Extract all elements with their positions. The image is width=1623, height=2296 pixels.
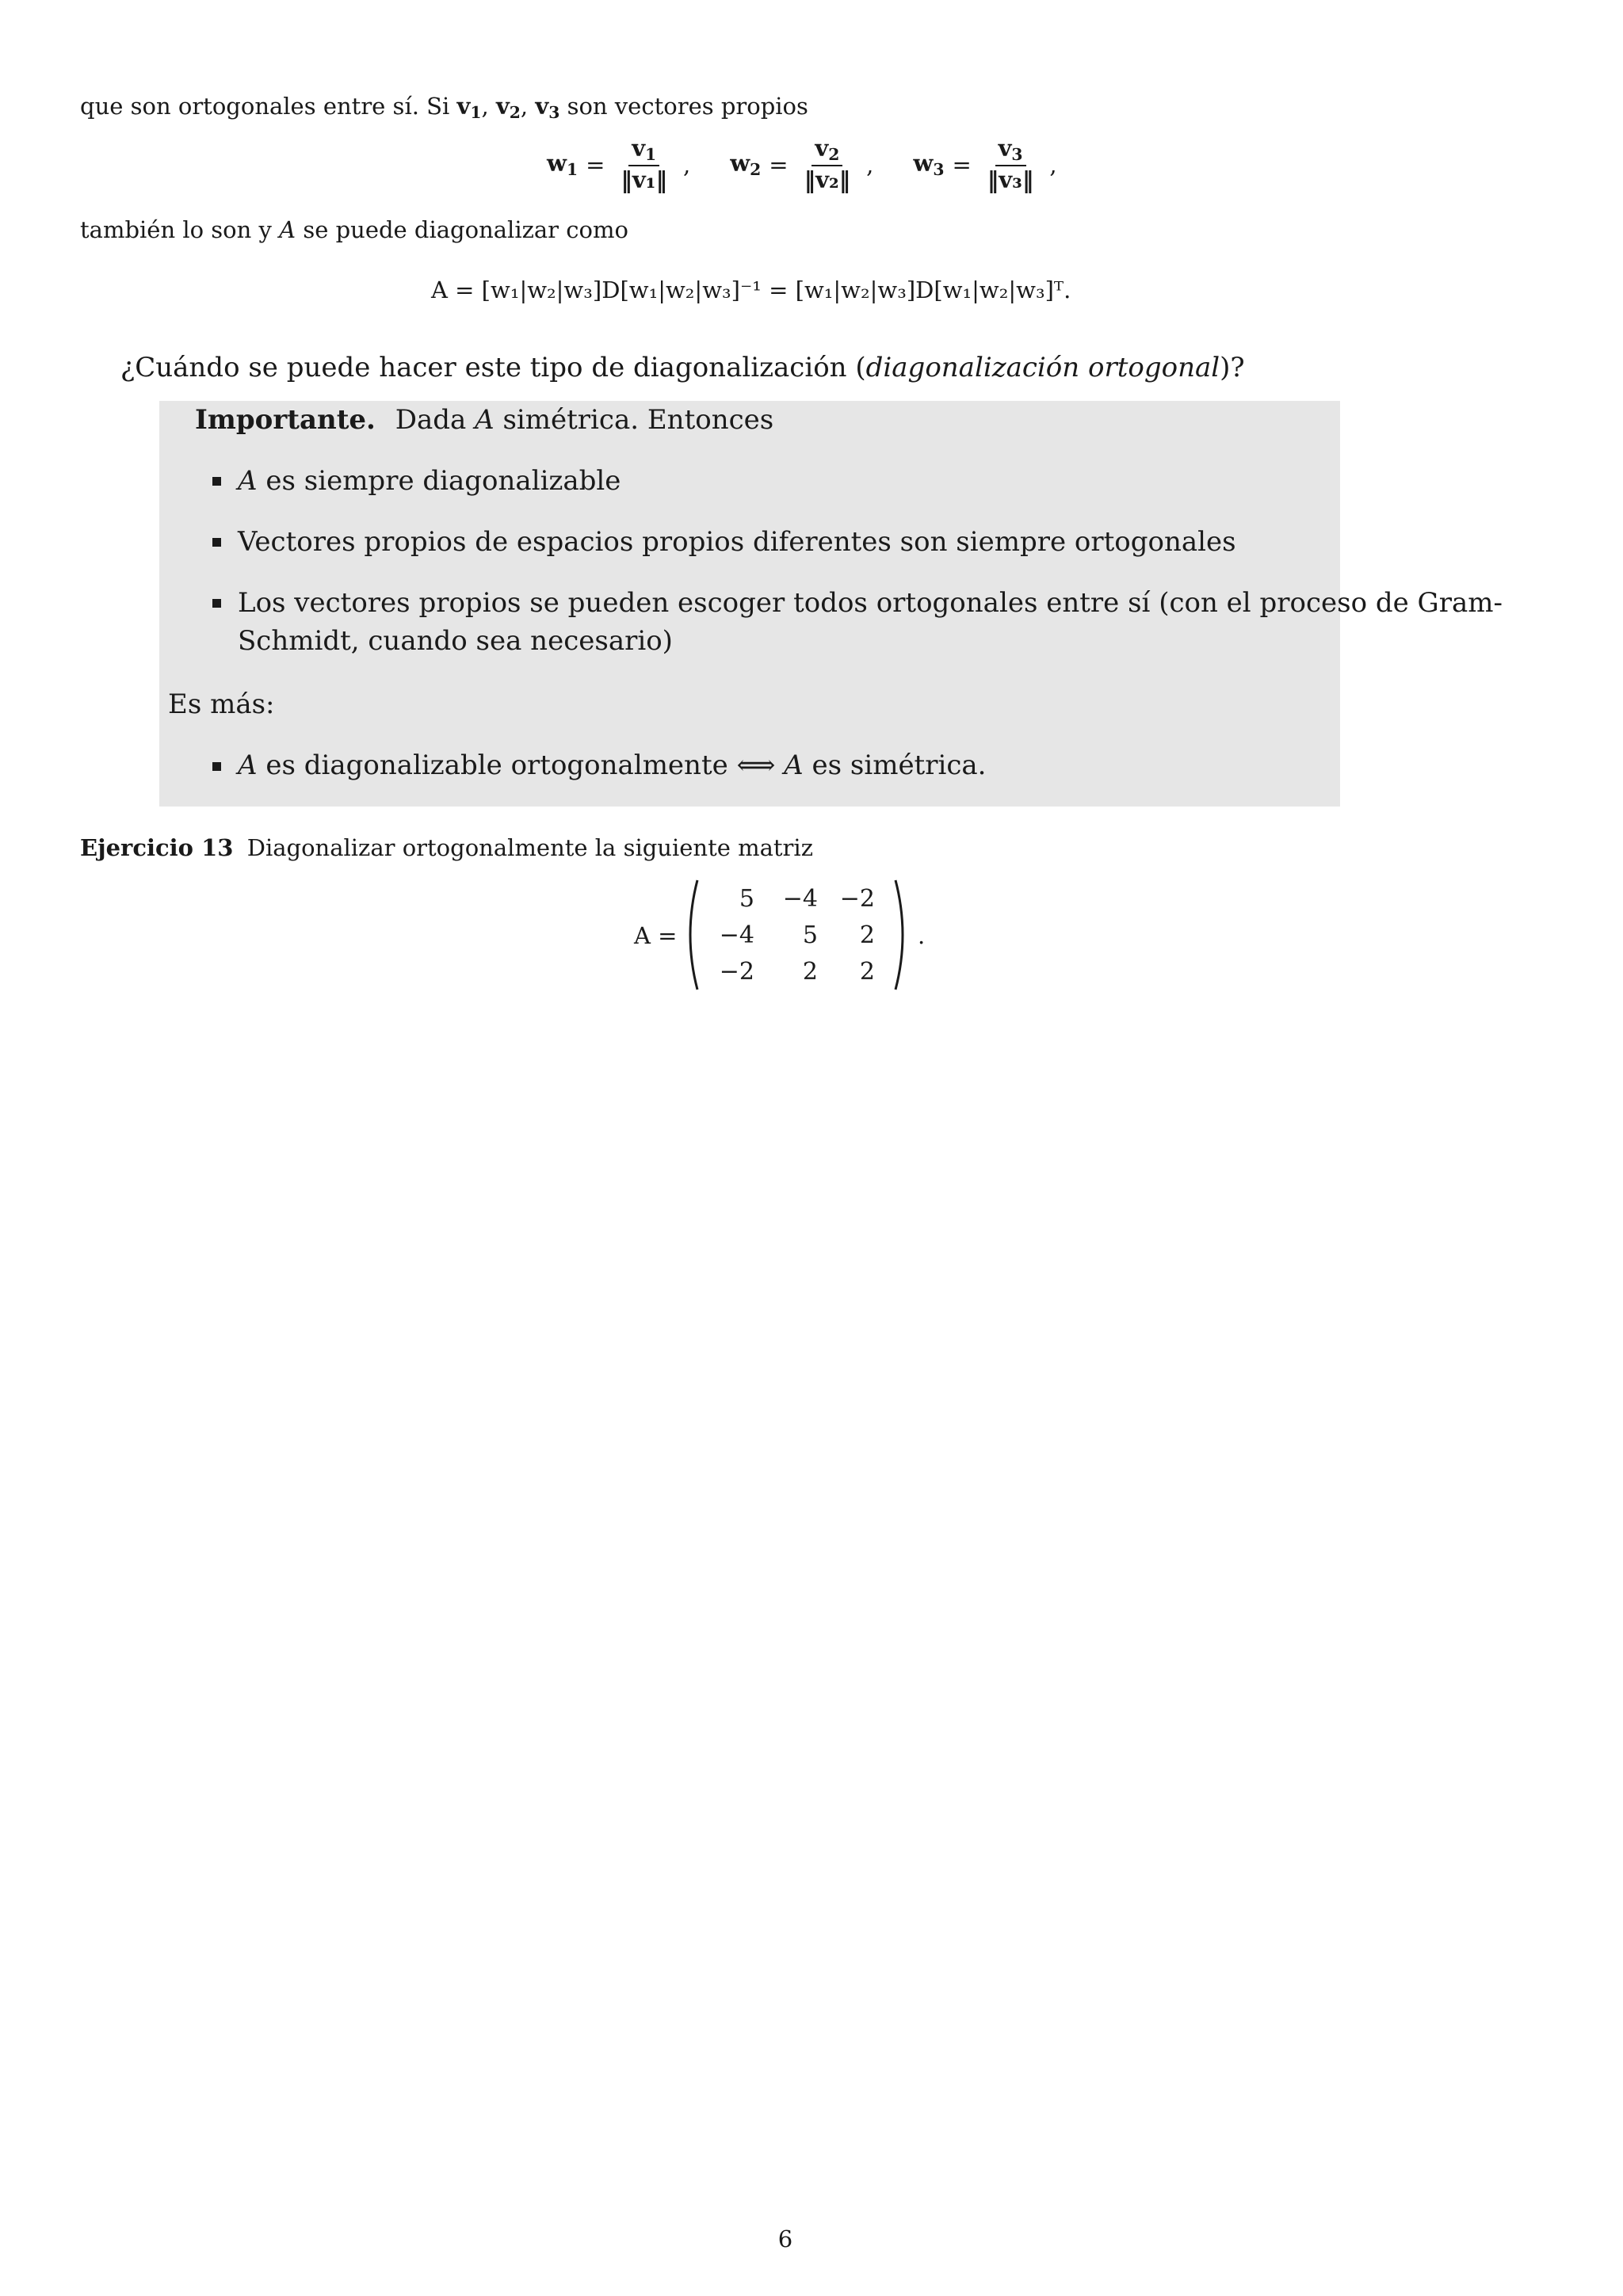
bullet-item-3-line-1: Los vectores propios se pueden escoger todos ortogonales entre sí (con el proceso de Gram- xyxy=(238,587,1503,619)
intro-line-2-suffix: se puede diagonalizar como xyxy=(303,216,628,243)
bullet-square-icon xyxy=(212,538,221,547)
fraction-w1: $\frac{v_1}{\text{‖v₁‖}}$ xyxy=(621,135,667,194)
matrix-cell: −2 xyxy=(839,885,875,913)
matrix-cell: 5 xyxy=(739,885,754,913)
matrix-cell: 2 xyxy=(859,921,875,949)
intro-line-1: que son ortogonales entre sí. Si $v_1$, $v_2$, $v_3$ son vectores propios xyxy=(80,93,808,123)
matrix-cell: 2 xyxy=(802,958,818,986)
matrix-cell: 5 xyxy=(802,921,818,949)
diagonalization-formula: A = [w₁|w₂|w₃]D[w₁|w₂|w₃]⁻¹ = [w₁|w₂|w₃]D[w₁|w₂|w₃]ᵀ. xyxy=(431,277,1071,303)
page-number: 6 xyxy=(777,2225,793,2252)
final-bullet: A es diagonalizable ortogonalmente ⟺ A es simétrica. xyxy=(238,749,987,781)
bullet-square-icon xyxy=(212,762,221,771)
fraction-w3: $\frac{v_3}{\text{‖v₃‖}}$ xyxy=(987,135,1034,194)
w2-lhs: $w_2$ xyxy=(730,150,762,180)
bullet-item-1: A es siempre diagonalizable xyxy=(238,465,621,497)
emphasis-term: diagonalización ortogonal xyxy=(865,352,1220,383)
intro-line-2 xyxy=(80,215,628,244)
vector-v1: $v_1$ xyxy=(456,93,482,123)
w1-lhs: $w_1$ xyxy=(547,150,579,180)
bullet-item-2: Vectores propios de espacios propios diferentes son siempre ortogonales xyxy=(238,526,1236,558)
matrix-A-symbol: A xyxy=(279,216,296,243)
important-label: Importante. xyxy=(195,404,376,436)
fraction-w2: $\frac{v_2}{\text{‖v₂‖}}$ xyxy=(804,135,851,194)
matrix-A xyxy=(682,875,911,994)
matrix-cell: −4 xyxy=(782,885,818,913)
bullet-square-icon xyxy=(212,477,221,486)
w3-lhs: $w_3$ xyxy=(913,150,945,180)
es-mas-label: Es más: xyxy=(168,688,275,720)
exercise-label: Ejercicio 13 xyxy=(80,834,234,861)
vector-v2: $v_2$ xyxy=(495,93,521,123)
vector-v3: $v_3$ xyxy=(535,93,560,123)
important-heading: Importante. Dada A simétrica. Entonces xyxy=(195,404,774,436)
matrix-cell: −2 xyxy=(719,958,754,986)
bullet-item-3-line-2: Schmidt, cuando sea necesario) xyxy=(238,625,673,657)
intro-text-suffix: son vectores propios xyxy=(567,93,808,120)
intro-text: que son ortogonales entre sí. Si xyxy=(80,93,450,120)
matrix-trailing-period: . xyxy=(918,922,926,949)
exercise-line: Ejercicio 13 Diagonalizar ortogonalmente la siguiente matriz xyxy=(80,834,813,861)
iff-arrow-icon: ⟺ xyxy=(736,749,776,781)
bullet-square-icon xyxy=(212,599,221,608)
intro-line-2-text: también lo son y xyxy=(80,216,272,243)
normalization-formulas: $w_1$ = $\frac{v_1}{\text{‖v₁‖}}$ , $w_2$ = $\frac{v_2}{\text{‖v₂‖}}$ , $w_3$ = $\frac{v_3}{\text{‖v₃‖}}$ , xyxy=(547,135,1057,194)
matrix-cell: −4 xyxy=(719,921,754,949)
matrix-cell: 2 xyxy=(859,958,875,986)
matrix-lhs: A = xyxy=(634,922,678,949)
question-text: ¿Cuándo se puede hacer este tipo de diagonalización (diagonalización ortogonal)? xyxy=(120,352,1245,383)
